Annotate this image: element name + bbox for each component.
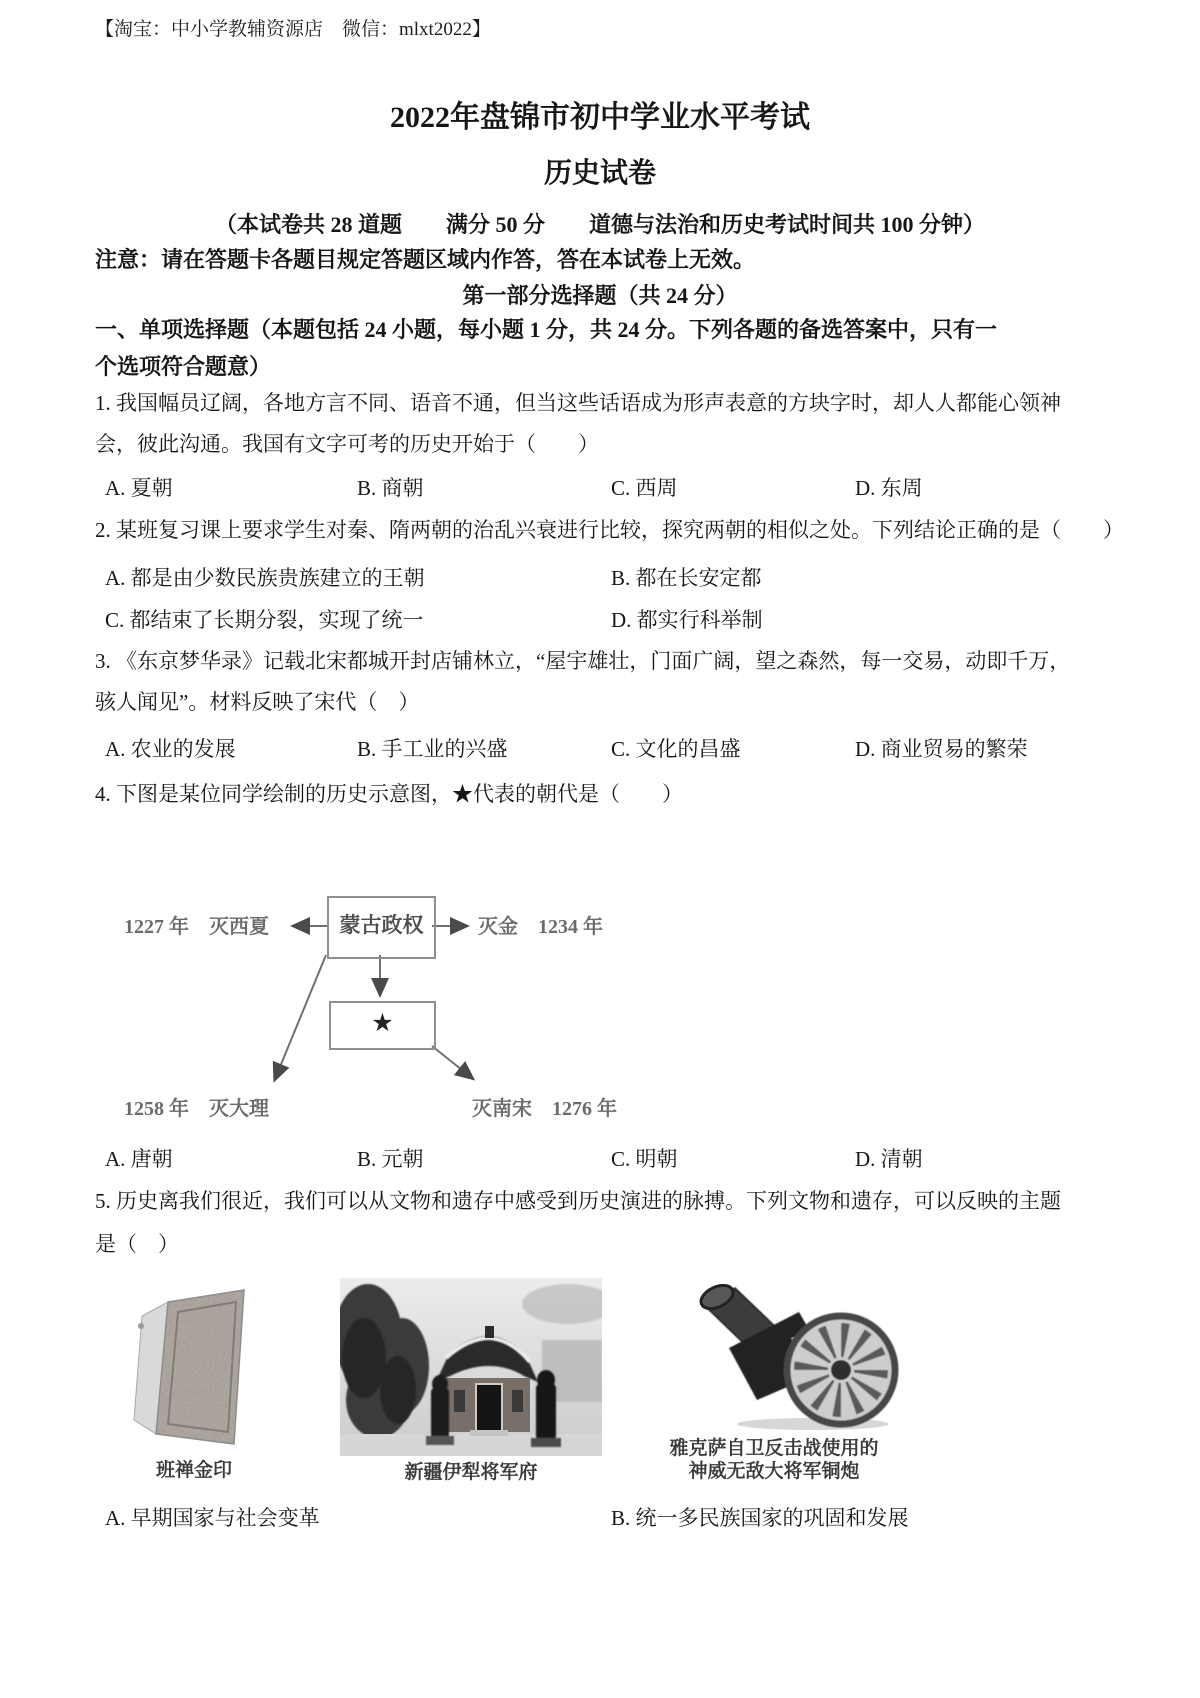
question-3-line1: 3. 《东京梦华录》记载北宋都城开封店铺林立，“屋宇雄壮，门面广阔，望之森然，每一交易，动即千万， [95,649,1071,673]
ili-general-residence-image [340,1278,602,1456]
question-3-options [95,733,1105,763]
question-1-line2: 会，彼此沟通。我国有文字可考的历史开始于（ ） [95,432,599,456]
question-4-line1: 4. 下图是某位同学绘制的历史示意图，★代表的朝代是（ ） [95,782,683,806]
q2-option-a: A. 都是由少数民族贵族建立的王朝 [105,566,425,590]
question-4-options [95,1143,1105,1173]
q1-option-c: C. 西周 [611,476,678,500]
store-watermark: 【淘宝：中小学教辅资源店 微信：mlxt2022】 [95,19,491,40]
q1-option-a: A. 夏朝 [105,476,173,500]
section-intro-line1: 一、单项选择题（本题包括 24 小题，每小题 1 分，共 24 分。下列各题的备选答案中，只有一 [95,317,998,342]
q4-option-b: B. 元朝 [357,1147,424,1171]
mongol-dynasty-diagram [120,880,660,1150]
question-5-line2: 是（ ） [95,1232,179,1256]
diagram-label-jin: 灭金 1234 年 [478,916,603,938]
question-2-line1: 2. 某班复习课上要求学生对秦、隋两朝的治乱兴衰进行比较，探究两朝的相似之处。下列结论正确的是（ ） [95,518,1124,542]
part1-header: 第一部分选择题（共 24 分） [462,283,738,308]
question-1-line1: 1. 我国幅员辽阔，各地方言不同、语音不通，但当这些话语成为形声表意的方块字时，却人人都能心领神 [95,391,1061,415]
question-3-line2: 骇人闻见”。材料反映了宋代（ ） [95,690,420,714]
question-2-options-row2 [95,604,1105,634]
question-2-options-row1 [95,562,1105,592]
residence-caption: 新疆伊犁将军府 [404,1462,538,1483]
q4-option-c: C. 明朝 [611,1147,678,1171]
notice-line: 注意：请在答题卡各题目规定答题区域内作答，答在本试卷上无效。 [95,247,756,272]
cannon-caption-line1: 雅克萨自卫反击战使用的 [669,1438,879,1459]
panchen-golden-seal-image [128,1282,260,1460]
section-intro-line2: 个选项符合题意） [95,354,272,379]
seal-caption: 班禅金印 [155,1460,232,1481]
exam-subtitle: 历史试卷 [543,158,656,189]
q3-option-a: A. 农业的发展 [105,737,236,761]
exam-info-line: （本试卷共 28 道题 满分 50 分 道德与法治和历史考试时间共 100 分钟） [214,212,985,237]
question-5-options [95,1502,1105,1532]
question-5-line1: 5. 历史离我们很近，我们可以从文物和遗存中感受到历史演进的脉搏。下列文物和遗存，可以反映的主题 [95,1189,1061,1213]
q2-option-b: B. 都在长安定都 [611,566,762,590]
cannon-caption-line2: 神威无敌大将军铜炮 [688,1461,860,1482]
q5-option-b: B. 统一多民族国家的巩固和发展 [611,1506,909,1530]
star-dynasty-box: ★ [329,1001,436,1050]
q1-option-b: B. 商朝 [357,476,424,500]
q3-option-d: D. 商业贸易的繁荣 [855,737,1028,761]
question-1-options [95,472,1105,502]
q2-option-d: D. 都实行科举制 [611,608,763,632]
diagram-label-west-xia: 1227 年 灭西夏 [124,916,269,938]
mongol-regime-box: 蒙古政权 [327,896,436,959]
general-bronze-cannon-image [695,1284,907,1432]
diagram-label-dali: 1258 年 灭大理 [124,1098,269,1120]
diagram-label-southern-song: 灭南宋 1276 年 [472,1098,617,1120]
exam-title: 2022年盘锦市初中学业水平考试 [390,101,810,134]
cannon-caption [628,1437,920,1483]
q4-option-d: D. 清朝 [855,1147,923,1171]
q4-option-a: A. 唐朝 [105,1147,173,1171]
q3-option-c: C. 文化的昌盛 [611,737,741,761]
q3-option-b: B. 手工业的兴盛 [357,737,508,761]
q5-option-a: A. 早期国家与社会变革 [105,1506,320,1530]
q1-option-d: D. 东周 [855,476,923,500]
q2-option-c: C. 都结束了长期分裂，实现了统一 [105,608,424,632]
